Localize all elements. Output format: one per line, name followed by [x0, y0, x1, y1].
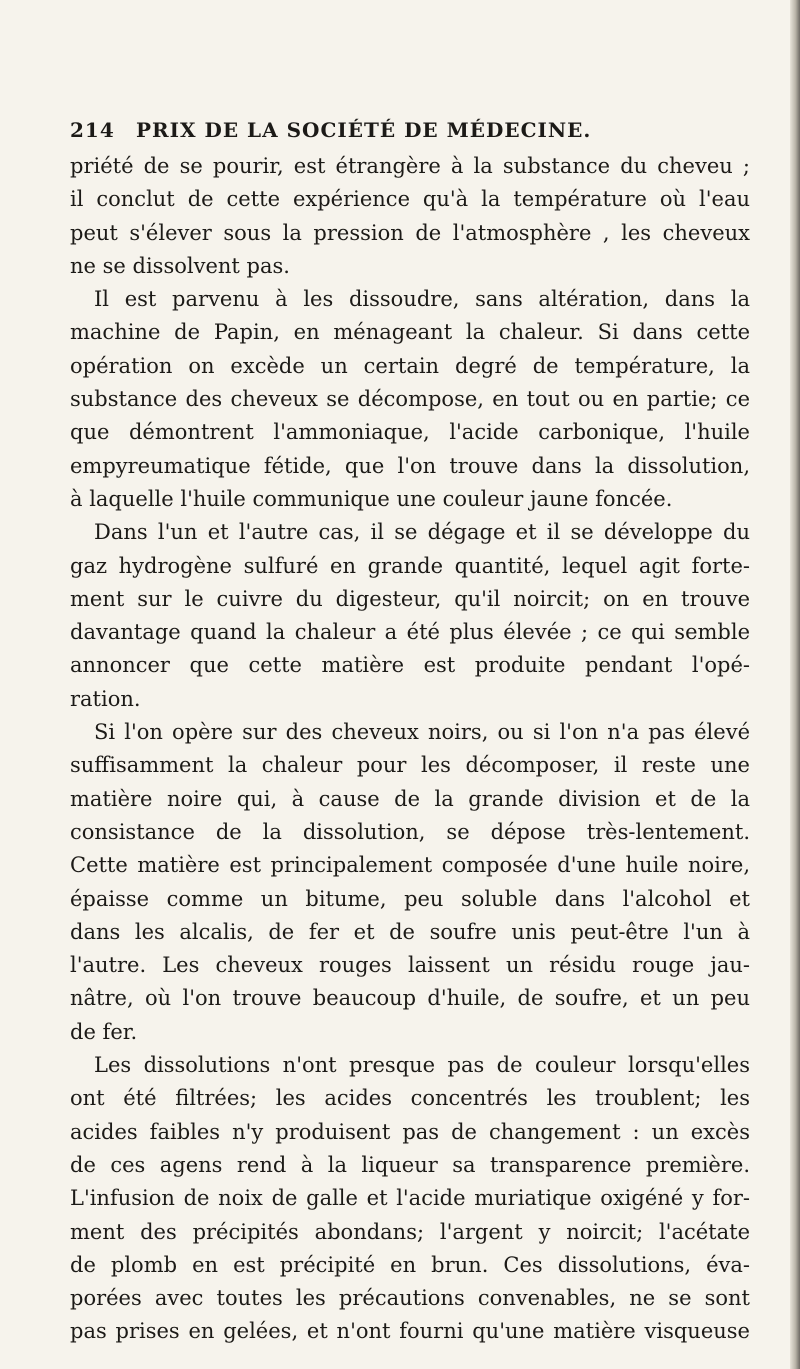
text-line: opération on excède un certain degré de température, la — [70, 353, 750, 378]
text-line: L'infusion de noix de galle et l'acide muriatique oxigéné y for- — [70, 1186, 750, 1211]
page-edge-shadow — [790, 0, 800, 1369]
text-line: ment des précipités abondans; l'argent y noircit; l'acétate — [70, 1219, 750, 1244]
text-line: empyreumatique fétide, que l'on trouve dans la dissolution, — [70, 453, 750, 478]
text-line: nâtre, où l'on trouve beaucoup d'huile, de soufre, et un peu — [70, 986, 750, 1011]
text-line: substance des cheveux se décompose, en tout ou en partie; ce — [70, 387, 750, 412]
text-line: ment sur le cuivre du digesteur, qu'il noircit; on en trouve — [70, 586, 750, 611]
body-text — [70, 150, 750, 1349]
text-line: pas prises en gelées, et n'ont fourni qu'une matière visqueuse — [70, 1319, 750, 1344]
text-line: annoncer que cette matière est produite pendant l'opé- — [70, 653, 750, 678]
text-line: Dans l'un et l'autre cas, il se dégage et il se développe du — [94, 520, 750, 545]
text-line: épaisse comme un bitume, peu soluble dans l'alcohol et — [70, 886, 750, 911]
text-line: de ces agens rend à la liqueur sa transparence première. — [70, 1152, 750, 1177]
text-line: gaz hydrogène sulfuré en grande quantité, lequel agit forte- — [70, 553, 750, 578]
text-line: Cette matière est principalement composée d'une huile noire, — [70, 853, 750, 878]
page-number: 214 — [70, 118, 115, 142]
text-line: suffisamment la chaleur pour les décomposer, il reste une — [70, 753, 750, 778]
text-line: que démontrent l'ammoniaque, l'acide carbonique, l'huile — [70, 420, 750, 445]
text-line: ont été filtrées; les acides concentrés les troublent; les — [70, 1086, 750, 1111]
text-line: machine de Papin, en ménageant la chaleur. Si dans cette — [70, 320, 750, 345]
text-line: matière noire qui, à cause de la grande division et de la — [70, 786, 750, 811]
text-line: priété de se pourir, est étrangère à la substance du cheveu ; — [70, 154, 750, 178]
text-line: à laquelle l'huile communique une couleur jaune foncée. — [70, 486, 673, 511]
text-line: de fer. — [70, 1019, 138, 1044]
text-line: Si l'on opère sur des cheveux noirs, ou si l'on n'a pas élevé — [94, 720, 750, 745]
text-line: acides faibles n'y produisent pas de changement : un excès — [70, 1119, 750, 1144]
text-line: l'autre. Les cheveux rouges laissent un résidu rouge jau- — [70, 953, 750, 978]
text-line: consistance de la dissolution, se dépose très-lentement. — [70, 819, 750, 844]
text-line: Il est parvenu à les dissoudre, sans altération, dans la — [94, 287, 750, 312]
text-line: porées avec toutes les précautions convenables, ne se sont — [70, 1286, 750, 1311]
running-head — [70, 118, 750, 142]
text-line: davantage quand la chaleur a été plus élevée ; ce qui semble — [70, 620, 750, 645]
text-line: ration. — [70, 686, 141, 711]
text-line: Les dissolutions n'ont presque pas de couleur lorsqu'elles — [94, 1053, 750, 1078]
text-line: ne se dissolvent pas. — [70, 253, 290, 278]
text-line: dans les alcalis, de fer et de soufre unis peut-être l'un à — [70, 919, 750, 944]
text-line: de plomb en est précipité en brun. Ces dissolutions, éva- — [70, 1252, 750, 1277]
text-line: il conclut de cette expérience qu'à la température où l'eau — [70, 187, 750, 212]
text-line: peut s'élever sous la pression de l'atmosphère , les cheveux — [70, 220, 750, 245]
running-title: PRIX DE LA SOCIÉTÉ DE MÉDECINE. — [136, 118, 592, 142]
